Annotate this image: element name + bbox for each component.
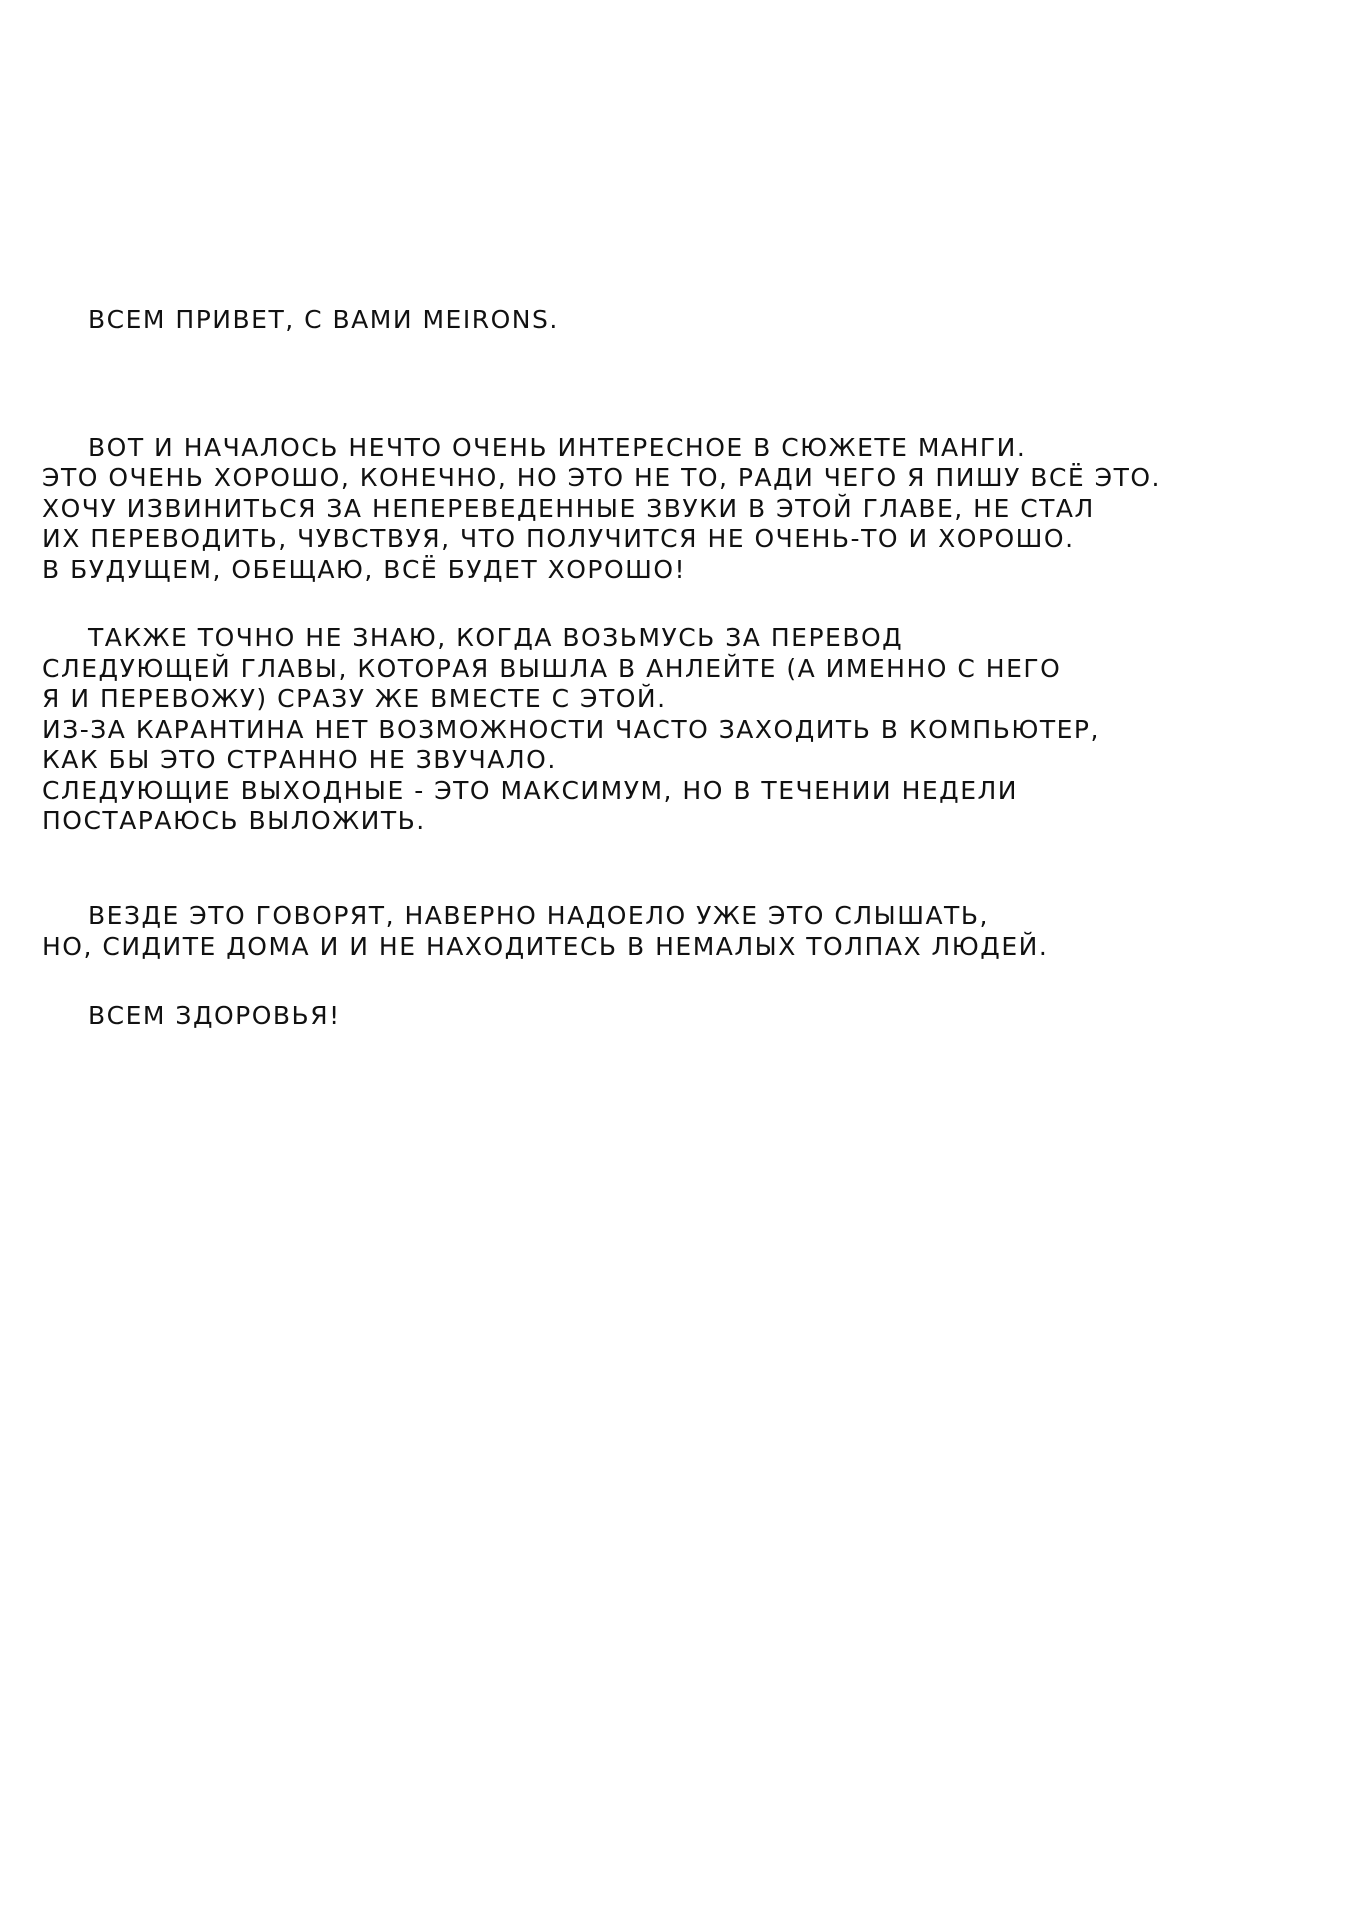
greeting-line: ВСЕМ ПРИВЕТ, С ВАМИ MEIRONS.	[88, 305, 559, 334]
closing-line: ВСЕМ ЗДОРОВЬЯ!	[88, 1001, 341, 1030]
paragraph2-line-4: ИЗ-ЗА КАРАНТИНА НЕТ ВОЗМОЖНОСТИ ЧАСТО ЗАХОДИТЬ В КОМПЬЮТЕР,	[42, 715, 1100, 744]
paragraph1-line-1: ВОТ И НАЧАЛОСЬ НЕЧТО ОЧЕНЬ ИНТЕРЕСНОЕ В СЮЖЕТЕ МАНГИ.	[88, 433, 1027, 462]
paragraph1-line-3: ХОЧУ ИЗВИНИТЬСЯ ЗА НЕПЕРЕВЕДЕННЫЕ ЗВУКИ В ЭТОЙ ГЛАВЕ, НЕ СТАЛ	[42, 494, 1095, 523]
paragraph1-line-2: ЭТО ОЧЕНЬ ХОРОШО, КОНЕЧНО, НО ЭТО НЕ ТО, РАДИ ЧЕГО Я ПИШУ ВСЁ ЭТО.	[42, 463, 1162, 492]
paragraph2-line-3: Я И ПЕРЕВОЖУ) СРАЗУ ЖЕ ВМЕСТЕ С ЭТОЙ.	[42, 684, 667, 713]
paragraph1-line-4: ИХ ПЕРЕВОДИТЬ, ЧУВСТВУЯ, ЧТО ПОЛУЧИТСЯ НЕ ОЧЕНЬ-ТО И ХОРОШО.	[42, 524, 1075, 553]
paragraph2-line-5: КАК БЫ ЭТО СТРАННО НЕ ЗВУЧАЛО.	[42, 745, 557, 774]
paragraph2-line-2: СЛЕДУЮЩЕЙ ГЛАВЫ, КОТОРАЯ ВЫШЛА В АНЛЕЙТЕ (А ИМЕННО С НЕГО	[42, 654, 1062, 683]
paragraph3-line-2: НО, СИДИТЕ ДОМА И И НЕ НАХОДИТЕСЬ В НЕМАЛЫХ ТОЛПАХ ЛЮДЕЙ.	[42, 932, 1049, 961]
paragraph2-line-6: СЛЕДУЮЩИЕ ВЫХОДНЫЕ - ЭТО МАКСИМУМ, НО В ТЕЧЕНИИ НЕДЕЛИ	[42, 776, 1018, 805]
paragraph3-line-1: ВЕЗДЕ ЭТО ГОВОРЯТ, НАВЕРНО НАДОЕЛО УЖЕ ЭТО СЛЫШАТЬ,	[88, 901, 989, 930]
paragraph1-line-5: В БУДУЩЕМ, ОБЕЩАЮ, ВСЁ БУДЕТ ХОРОШО!	[42, 555, 687, 584]
paragraph2-line-7: ПОСТАРАЮСЬ ВЫЛОЖИТЬ.	[42, 806, 426, 835]
paragraph2-line-1: ТАКЖЕ ТОЧНО НЕ ЗНАЮ, КОГДА ВОЗЬМУСЬ ЗА ПЕРЕВОД	[88, 623, 904, 652]
